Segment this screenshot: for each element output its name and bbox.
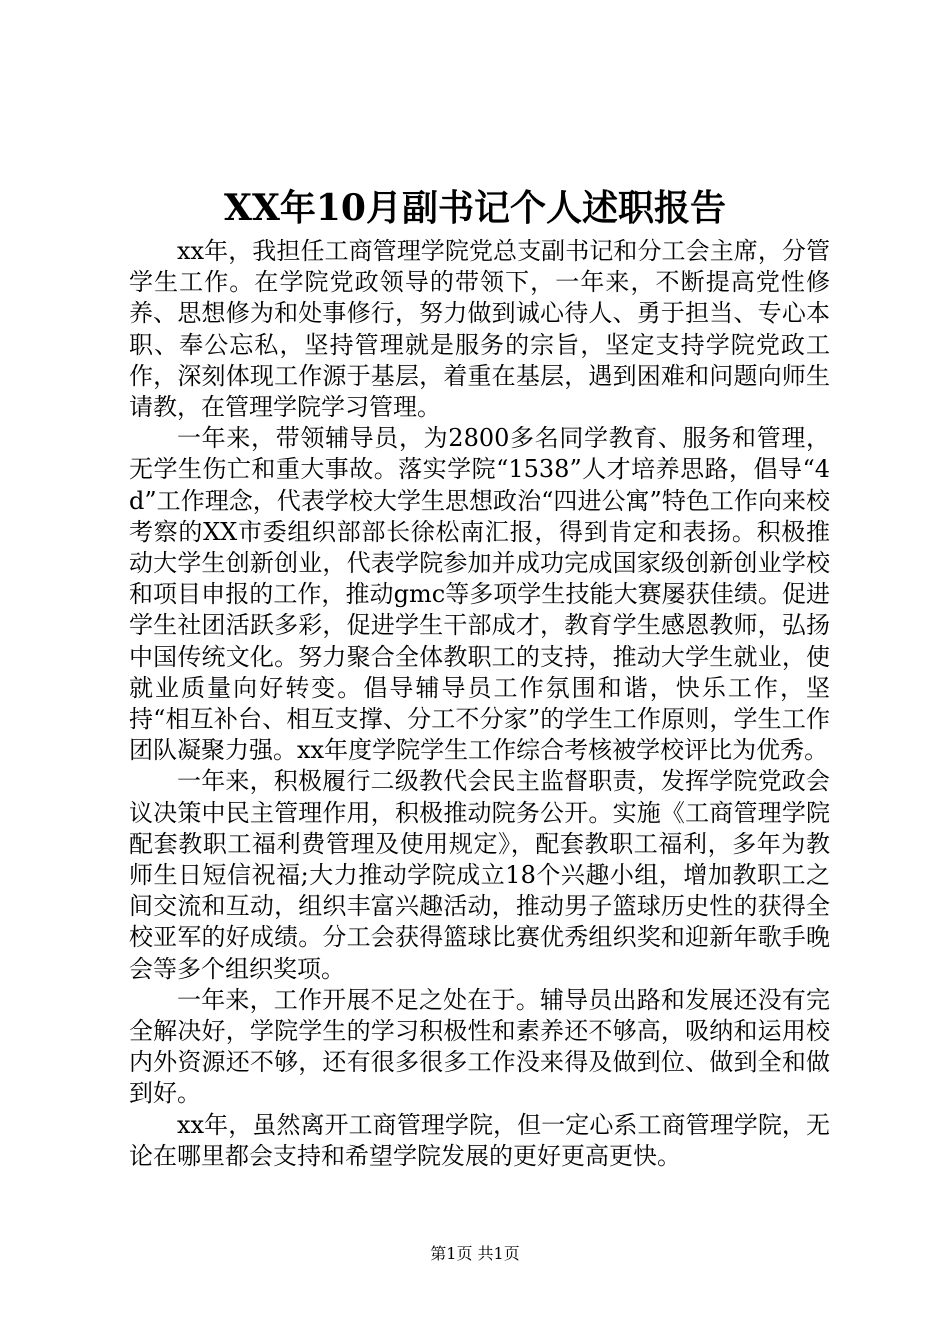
document-body [129, 236, 830, 1172]
paragraph-2: 一年来，带领辅导员，为2800多名同学教育、服务和管理，无学生伤亡和重大事故。落实学院“1538”人才培养思路，倡导“4d”工作理念，代表学校大学生思想政治“四进公寓”特色工作向来校考察的XX市委组织部部长徐松南汇报，得到肯定和表扬。积极推动大学生创新创业，代表学院参加并成功完成国家级创新创业学校和项目申报的工作，推动gmc等多项学生技能大赛屡获佳绩。促进学生社团活跃多彩，促进学生干部成才，教育学生感恩教师，弘扬中国传统文化。努力聚合全体教职工的支持，推动大学生就业，使就业质量向好转变。倡导辅导员工作氛围和谐，快乐工作，坚持“相互补台、相互支撑、分工不分家”的学生工作原则，学生工作团队凝聚力强。xx年度学院学生工作综合考核被学校评比为优秀。 [129, 424, 830, 765]
paragraph-1: xx年，我担任工商管理学院党总支副书记和分工会主席，分管学生工作。在学院党政领导的带领下，一年来，不断提高党性修养、思想修为和处事修行，努力做到诚心待人、勇于担当、专心本职、奉公忘私，坚持管理就是服务的宗旨，坚定支持学院党政工作，深刻体现工作源于基层，着重在基层，遇到困难和问题向师生请教，在管理学院学习管理。 [129, 237, 830, 422]
paragraph-5: xx年，虽然离开工商管理学院，但一定心系工商管理学院，无论在哪里都会支持和希望学院发展的更好更高更快。 [129, 1110, 830, 1170]
paragraph-4: 一年来，工作开展不足之处在于。辅导员出路和发展还没有完全解决好，学院学生的学习积极性和素养还不够高，吸纳和运用校内外资源还不够，还有很多很多工作没来得及做到位、做到全和做到好。 [129, 985, 830, 1108]
page-footer: 第1页 共1页 [430, 1244, 520, 1263]
document-title: XX年10月副书记个人述职报告 [224, 187, 726, 229]
paragraph-3: 一年来，积极履行二级教代会民主监督职责，发挥学院党政会议决策中民主管理作用，积极推动院务公开。实施《工商管理学院配套教职工福利费管理及使用规定》，配套教职工福利，多年为教师生日短信祝福;大力推动学院成立18个兴趣小组，增加教职工之间交流和互动，组织丰富兴趣活动，推动男子篮球历史性的获得全校亚军的好成绩。分工会获得篮球比赛优秀组织奖和迎新年歌手晚会等多个组织奖项。 [129, 767, 830, 983]
